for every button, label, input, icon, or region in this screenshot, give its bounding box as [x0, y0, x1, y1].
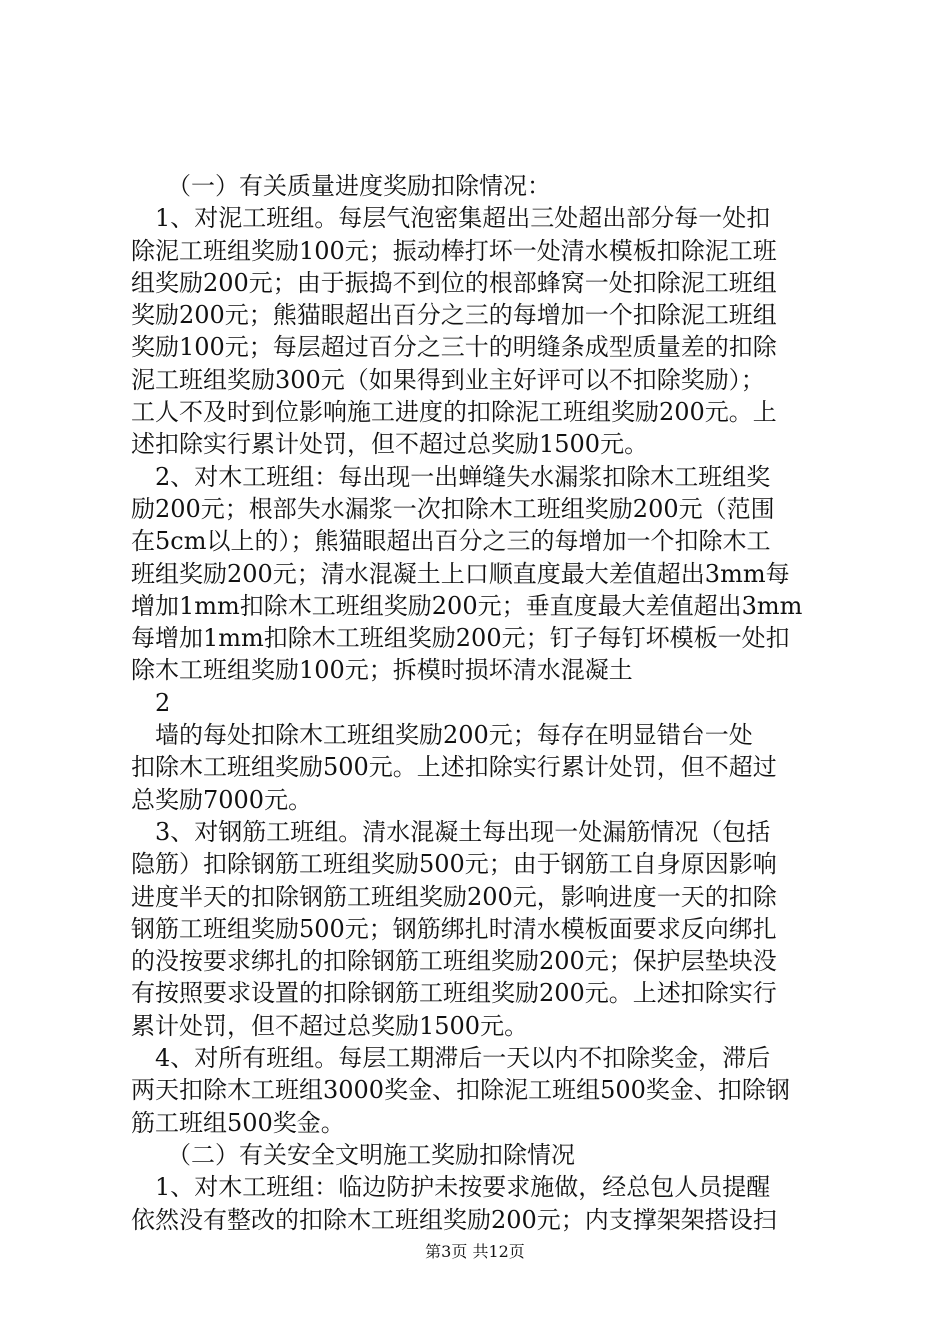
text-line: 3、对钢筋工班组。清水混凝土每出现一处漏筋情况（包括: [131, 817, 771, 846]
text-line: （二）有关安全文明施工奖励扣除情况: [131, 1140, 575, 1169]
text-line: 2: [131, 688, 171, 717]
text-line: 4、对所有班组。每层工期滞后一天以内不扣除奖金，滞后: [131, 1044, 771, 1073]
text-line: 累计处罚，但不超过总奖励1500元。: [131, 1011, 529, 1040]
text-line: 组奖励200元；由于振捣不到位的根部蜂窝一处扣除泥工班组: [131, 268, 777, 297]
text-line: 2、对木工班组：每出现一出蝉缝失水漏浆扣除木工班组奖: [131, 462, 771, 491]
text-line: 班组奖励200元；清水混凝土上口顺直度最大差值超出3mm每: [131, 559, 790, 588]
text-line: 泥工班组奖励300元（如果得到业主好评可以不扣除奖励）；: [131, 365, 765, 394]
text-line: 总奖励7000元。: [131, 785, 313, 814]
page-footer: 第3页 共12页: [425, 1242, 525, 1261]
text-line: 筋工班组500奖金。: [131, 1108, 345, 1137]
text-line: 两天扣除木工班组3000奖金、扣除泥工班组500奖金、扣除钢: [131, 1076, 790, 1105]
text-line: 进度半天的扣除钢筋工班组奖励200元，影响进度一天的扣除: [131, 882, 777, 911]
text-line: 每增加1mm扣除木工班组奖励200元；钉子每钉坏模板一处扣: [131, 624, 790, 653]
text-line: 工人不及时到位影响施工进度的扣除泥工班组奖励200元。上: [131, 398, 777, 427]
document-body: [131, 170, 831, 1236]
text-line: 述扣除实行累计处罚，但不超过总奖励1500元。: [131, 430, 649, 459]
text-line: 励200元；根部失水漏浆一次扣除木工班组奖励200元（范围: [131, 494, 775, 523]
text-line: 钢筋工班组奖励500元；钢筋绑扎时清水模板面要求反向绑扎: [131, 914, 777, 943]
text-line: 扣除木工班组奖励500元。上述扣除实行累计处罚，但不超过: [131, 753, 777, 782]
text-line: 有按照要求设置的扣除钢筋工班组奖励200元。上述扣除实行: [131, 979, 777, 1008]
text-line: 1、对泥工班组。每层气泡密集超出三处超出部分每一处扣: [131, 204, 771, 233]
text-line: （一）有关质量进度奖励扣除情况：: [131, 172, 551, 200]
text-line: 奖励100元；每层超过百分之三十的明缝条成型质量差的扣除: [131, 333, 777, 362]
text-line: 1、对木工班组：临边防护未按要求施做，经总包人员提醒: [131, 1173, 771, 1202]
text-line: 除木工班组奖励100元；拆模时损坏清水混凝土: [131, 656, 633, 685]
text-line: 墙的每处扣除木工班组奖励200元；每存在明显错台一处: [131, 721, 753, 750]
text-line: 依然没有整改的扣除木工班组奖励200元；内支撑架架搭设扫: [131, 1205, 777, 1234]
text-line: 的没按要求绑扎的扣除钢筋工班组奖励200元；保护层垫块没: [131, 947, 777, 976]
text-line: 奖励200元；熊猫眼超出百分之三的每增加一个扣除泥工班组: [131, 301, 777, 330]
text-line: 隐筋）扣除钢筋工班组奖励500元；由于钢筋工自身原因影响: [131, 850, 777, 879]
text-line: 增加1mm扣除木工班组奖励200元；垂直度最大差值超出3mm: [131, 591, 803, 620]
text-line: 除泥工班组奖励100元；振动棒打坏一处清水模板扣除泥工班: [131, 236, 777, 265]
text-line: 在5cm以上的）；熊猫眼超出百分之三的每增加一个扣除木工: [131, 527, 771, 556]
